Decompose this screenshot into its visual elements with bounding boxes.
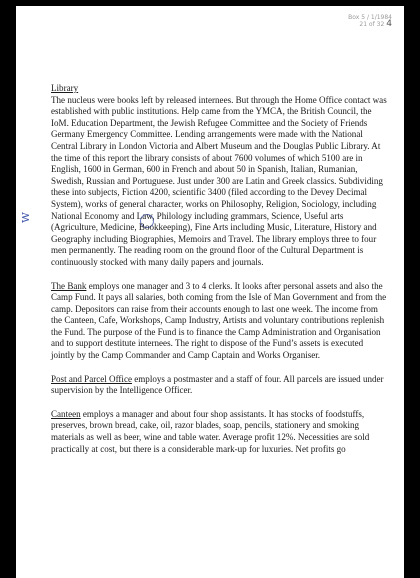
library-paragraph: The nucleus were books left by released internees. But through the Home Office contact was established with public institutions. Help came from the YMCA, the British Council, the IoM. Education Department, the Jewish Refugee Committee and the Society of Friends Germany Emergency Committee. Lending arrangements were made with the National Central Library in London Victoria and Albert Museum and the Douglas Public Library. At the time of this report the library consists of about 7600 volumes of which 5100 are in English, 1600 in German, 600 in French and about 50 in Spanish, Italian, Rumanian, Swedish, Russian and Portuguese. Just under 300 are Latin and Greek classics. Subdividing these into subjects, Fiction 4200, scientific 3400 (filed according to the Devey Decimal System), works of general character, works on Philosophy, Religion, Sociology, including National Economy and Law, Philology including grammars, Science, Useful arts (Agriculture, Medicine, Bookkeeping), Fine Arts including Music, Literature, History and Geography including Biographies, Memoirs and Travel. The library employs three to four men permanently. The reading room on the ground floor of the Cultural Department is continuously stocked with many daily papers and journals.	[51, 94, 387, 267]
canteen-text: employs a manager and about four shop assistants. It has stocks of foodstuffs, preserves, brown bread, cake, oil, razor blades, soap, pencils, stationery and smoking materials as well as beer, wine and table water. Average profit 12%. Necessities are sold practically at cost, but there is a considerable mark-up for luxuries. Net profits go	[51, 408, 370, 454]
page-number: 4	[386, 19, 392, 29]
document-page	[16, 6, 404, 578]
post-heading: Post and Parcel Office	[51, 373, 132, 384]
handwritten-margin-mark: w	[18, 211, 34, 224]
post-paragraph	[51, 374, 389, 397]
document-body	[51, 83, 389, 467]
library-heading: Library	[51, 83, 79, 93]
post-text: employs a postmaster and a staff of four. All parcels are issued under supervision by the Intelligence Officer.	[51, 373, 384, 396]
bank-paragraph	[51, 281, 389, 362]
archive-reference-stamp	[348, 14, 392, 28]
archive-ref-line2: 21 of 32	[359, 21, 385, 28]
canteen-paragraph	[51, 409, 389, 455]
canteen-heading: Canteen	[51, 408, 81, 419]
bank-heading: The Bank	[51, 280, 87, 291]
bank-text: employs one manager and 3 to 4 clerks. It looks after personal assets and also the Camp Fund. It pays all salaries, both coming from the Isle of Man Government and from the camp. Depositors can raise from their accounts enough to last one week. The income from the Canteen, Cafe, Workshops, Camp Industry, Artists and voluntary contributions replenish the Fund. The purpose of the Fund is to finance the Camp Administration and Organisation and to support destitute internees. The right to dispose of the Fund’s assets is executed jointly by the Camp Commander and Camp Captain and Works Organiser.	[51, 280, 387, 361]
archive-ref-line1: Box 5 / 1/1984	[348, 14, 392, 21]
